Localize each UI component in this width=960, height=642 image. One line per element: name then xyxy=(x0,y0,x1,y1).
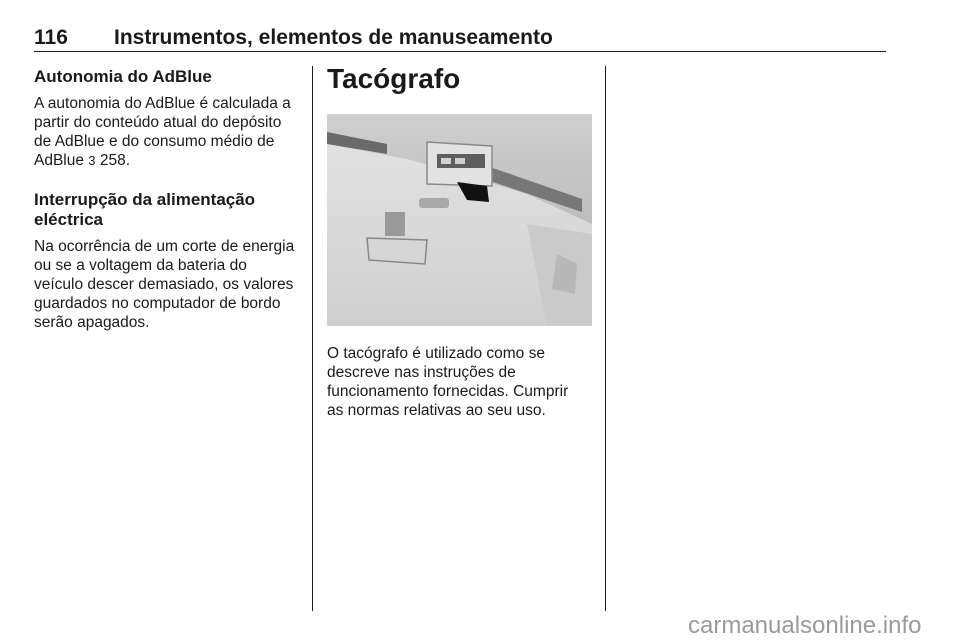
running-title: Instrumentos, elementos de manuseamento xyxy=(114,26,553,49)
header-rule xyxy=(34,51,886,52)
power-interruption-heading: Interrupção da alimentação eléctrica xyxy=(34,190,256,229)
column-divider xyxy=(605,66,606,611)
adblue-range-text xyxy=(34,94,302,170)
page-header xyxy=(34,26,886,54)
left-column xyxy=(34,67,302,344)
watermark: carmanualsonline.info xyxy=(688,612,922,639)
adblue-xref-page[interactable]: 258. xyxy=(99,152,131,169)
tachograph-text: O tacógrafo é utilizado como se descreve nas instruções de funcionamento fornecidas. Cumprir as normas relativas ao seu uso. xyxy=(327,345,569,419)
adblue-range-body: A autonomia do AdBlue é calculada a partir do conteúdo atual do depósito de AdBlue e do consumo médio de AdBlue xyxy=(34,95,291,169)
arrow-reference-icon: 3 xyxy=(88,153,96,168)
power-interruption-text: Na ocorrência de um corte de energia ou se a voltagem da bateria do veículo descer demasiado, os valores guardados no computador de bordo serão apagados. xyxy=(34,238,295,331)
column-divider xyxy=(312,66,313,611)
right-column xyxy=(327,62,597,432)
section-title: Tacógrafo xyxy=(327,63,461,94)
tachograph-illustration xyxy=(327,114,592,326)
page-number: 116 xyxy=(34,26,68,49)
adblue-range-heading: Autonomia do AdBlue xyxy=(34,67,212,86)
